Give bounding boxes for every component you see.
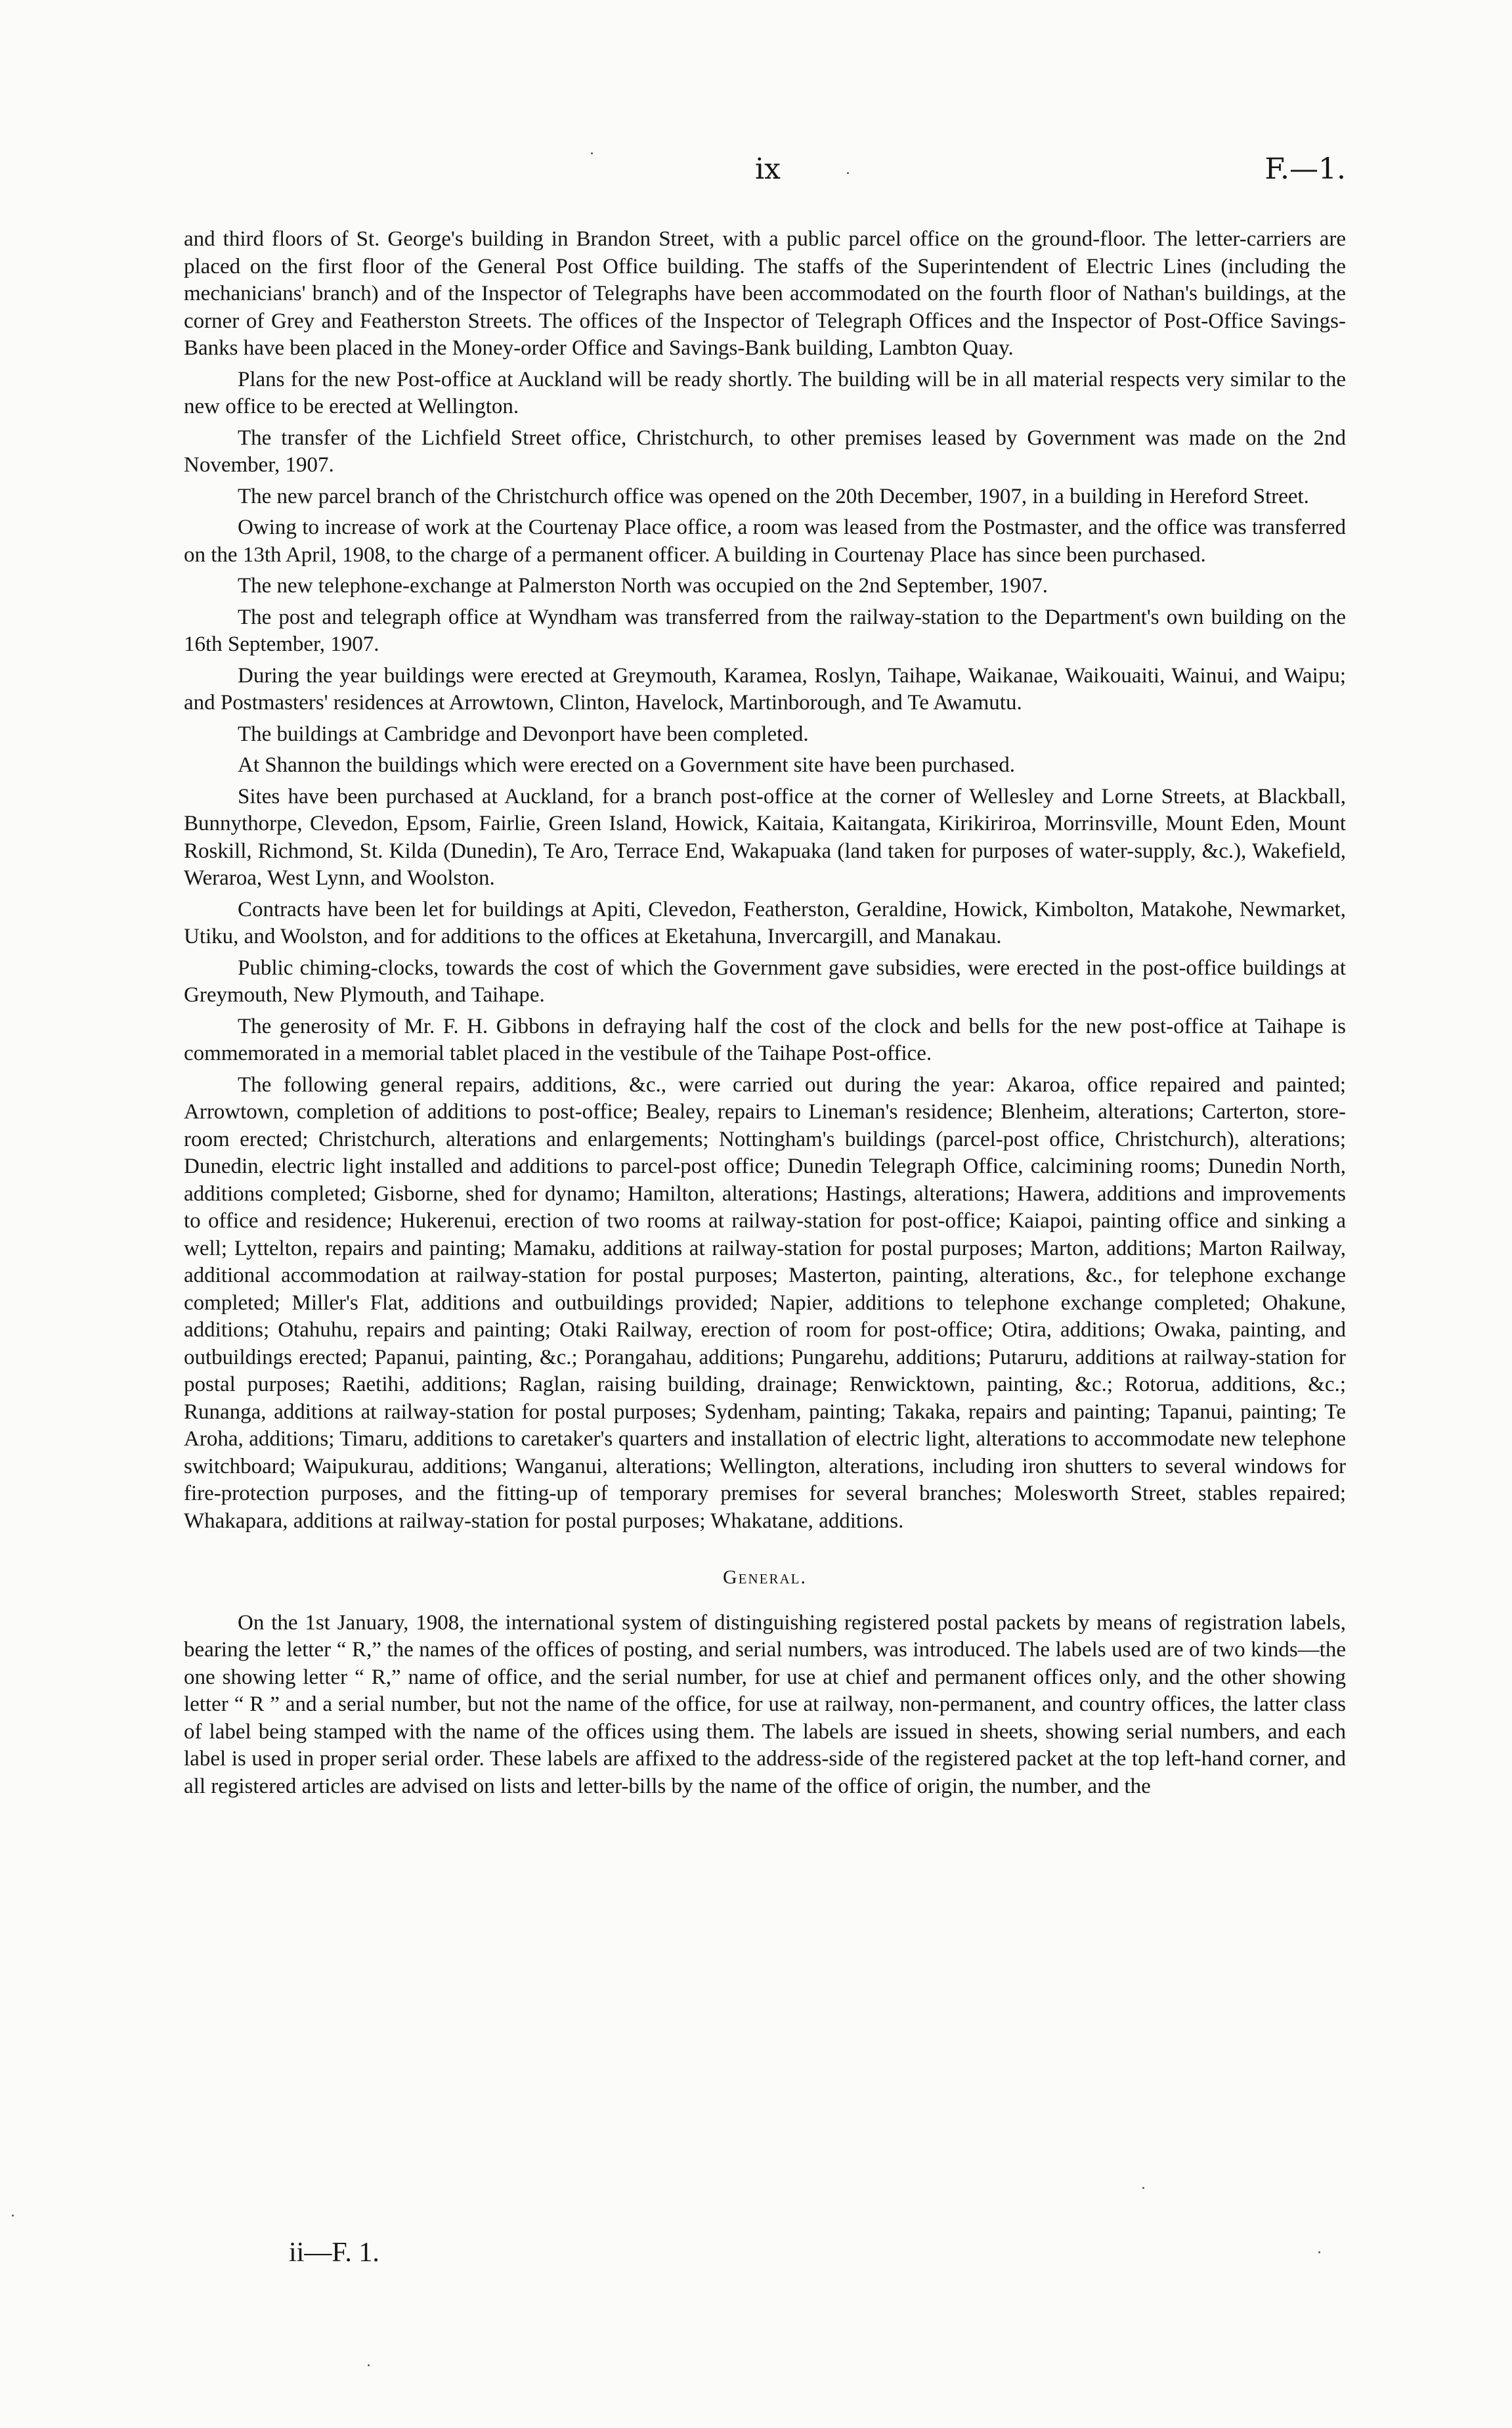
scan-speck — [368, 2364, 370, 2366]
scan-speck — [1318, 2251, 1320, 2253]
paragraph: The transfer of the Lichfield Street office, Christchurch, to other premises leased by Government was made on the 2nd November, 1907. — [184, 426, 1346, 477]
paragraph: The new parcel branch of the Christchurch office was opened on the 20th December, 1907, in a building in Hereford Street. — [238, 484, 1309, 508]
scan-speck — [847, 172, 849, 174]
paragraph: The post and telegraph office at Wyndham was transferred from the railway-station to the Department's own building on the 16th September, 1907. — [184, 605, 1346, 656]
paragraph: and third floors of St. George's building in Brandon Street, with a public parcel office on the ground-floor. The letter-carriers are placed on the first floor of the General Post Office building. The staffs of the Superintendent of Electric Lines (including the mechanicians' branch) and of the Inspector of Telegraphs have been accommodated on the fourth floor of Nathan's buildings, at the corner of Grey and Featherston Streets. The offices of the Inspector of Telegraph Offices and the Inspector of Post-Office Savings-Banks have been placed in the Money-order Office and Savings-Bank building, Lambton Quay. — [184, 227, 1346, 360]
scan-speck — [12, 2215, 14, 2217]
paragraph: Public chiming-clocks, towards the cost of which the Government gave subsidies, were erected in the post-office buildings at Greymouth, New Plymouth, and Taihape. — [184, 956, 1346, 1007]
page-header — [184, 152, 1346, 192]
paragraph: The new telephone-exchange at Palmerston North was occupied on the 2nd September, 1907. — [238, 574, 1048, 598]
scan-speck — [1142, 2187, 1144, 2189]
paragraph: On the 1st January, 1908, the international system of distinguishing registered postal packets by means of registration labels, bearing the letter “ R,” the names of the offices of posting, and serial numbers, was introduced. The labels used are of two kinds—the one showing letter “ R,” name of office, and the serial number, for use at chief and permanent offices only, and the other showing letter “ R ” and a serial number, but not the name of the office, for use at railway, non-permanent, and country offices, the latter class of label being stamped with the name of the offices using them. The labels are issued in sheets, showing serial numbers, and each label is used in proper serial order. These labels are affixed to the address-side of the registered packet at the top left-hand corner, and all registered articles are advised on lists and letter-bills by the name of the office of origin, the number, and the — [184, 1610, 1346, 1798]
document-reference: F.—1. — [1264, 152, 1346, 186]
scan-speck — [591, 152, 593, 154]
paragraph: Plans for the new Post-office at Auckland will be ready shortly. The building will be in all material respects very similar to the new office to be erected at Wellington. — [184, 367, 1346, 418]
paragraph: Contracts have been let for buildings at Apiti, Clevedon, Featherston, Geraldine, Howick, Kimbolton, Matakohe, Newmarket, Utiku, and Woolston, and for additions to the offices at Eketahuna, Invercargill, and Manakau. — [184, 897, 1346, 948]
signature-mark: ii—F. 1. — [289, 2238, 379, 2268]
page-number: ix — [755, 152, 781, 186]
section-heading: General. — [723, 1566, 807, 1588]
paragraph: The buildings at Cambridge and Devonport have been completed. — [238, 722, 809, 746]
paragraph: Owing to increase of work at the Courtenay Place office, a room was leased from the Postmaster, and the office was transferred on the 13th April, 1908, to the charge of a permanent officer. A building in Courtenay Place has since been purchased. — [184, 516, 1346, 567]
paragraph: The following general repairs, additions, &c., were carried out during the year: Akaroa, office repaired and painted; Arrowtown, completion of additions to post-office; Bealey, repairs to Lineman's residence; Blenheim, alterations; Carterton, store-room erected; Christchurch, alterations and enlargements; Nottingham's buildings (parcel-post office, Christchurch), alterations; Dunedin, electric light installed and additions to parcel-post office; Dunedin Telegraph Office, calcimining rooms; Dunedin North, additions completed; Gisborne, shed for dynamo; Hamilton, alterations; Hastings, alterations; Hawera, additions and improvements to office and residence; Hukerenui, erection of two rooms at railway-station for post-office; Kaiapoi, painting office and sinking a well; Lyttelton, repairs and painting; Mamaku, additions at railway-station for postal purposes; Marton, additions; Marton Railway, additional accommodation at railway-station for postal purposes; Masterton, painting, alterations, &c., for telephone exchange completed; Miller's Flat, additions and outbuildings provided; Napier, additions to telephone exchange completed; Ohakune, additions; Otahuhu, repairs and painting; Otaki Railway, erection of room for post-office; Otira, additions; Owaka, painting, and outbuildings erected; Papanui, painting, &c.; Porangahau, additions; Pungarehu, additions; Putaruru, additions at railway-station for postal purposes; Raetihi, additions; Raglan, raising building, drainage; Renwicktown, painting, &c.; Rotorua, additions, &c.; Runanga, additions at railway-station for postal purposes; Sydenham, painting; Takaka, repairs and painting; Tapanui, painting; Te Aroha, additions; Timaru, additions to caretaker's quarters and installation of electric light, alterations to accommodate new telephone switchboard; Waipukurau, additions; Wanganui, alterations; Wellington, alterations, including iron shutters to several windows for fire-protection purposes, and the fitting-up of temporary premises for several branches; Molesworth Street, stables repaired; Whakapara, additions at railway-station for postal purposes; Whakatane, additions. — [184, 1072, 1346, 1533]
paragraph: During the year buildings were erected at Greymouth, Karamea, Roslyn, Taihape, Waikanae, Waikouaiti, Wainui, and Waipu; and Postmasters' residences at Arrowtown, Clinton, Havelock, Martinborough, and Te Awamutu. — [184, 663, 1346, 715]
paragraph: At Shannon the buildings which were erected on a Government site have been purchased. — [238, 753, 1015, 777]
paragraph: Sites have been purchased at Auckland, for a branch post-office at the corner of Wellesley and Lorne Streets, at Blackball, Bunnythorpe, Clevedon, Epsom, Fairlie, Green Island, Howick, Kaitaia, Kaitangata, Kirikiriroa, Morrinsville, Mount Eden, Mount Roskill, Richmond, St. Kilda (Dunedin), Te Aro, Terrace End, Wakapuaka (land taken for purposes of water-supply, &c.), Wakefield, Weraroa, West Lynn, and Woolston. — [184, 784, 1346, 890]
paragraph: The generosity of Mr. F. H. Gibbons in defraying half the cost of the clock and bells for the new post-office at Taihape is commemorated in a memorial tablet placed in the vestibule of the Taihape Post-office. — [184, 1014, 1346, 1065]
document-body — [184, 226, 1346, 1804]
